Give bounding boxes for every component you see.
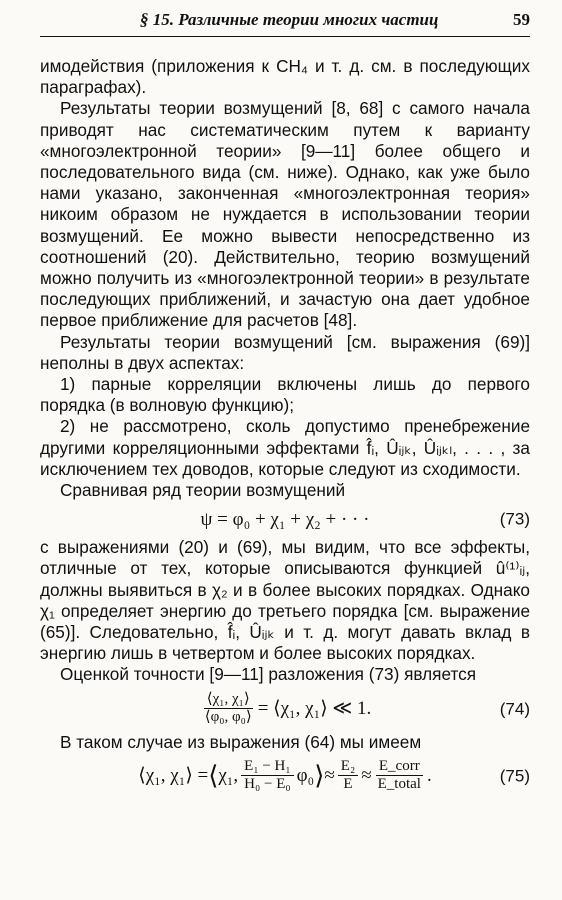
paragraph: Результаты теории возмущений [8, 68] с самого начала приводят нас систематическим путем к варианту «многоэлектронной теории» [9—11] более общего и последовательного вида (см. ниже). Однако, как уже было нами указано, законченная «многоэлектронная теория» никоим образом не нуждается в использовании теории возмущений. Ее можно вывести непосредственно из соотношений (20). Действительно, теорию возмущений можно получить из «многоэлектронной теории» в результате последующих приближений, и зачастую она дает удобное первое приближение для расчетов [48]. bbox=[40, 98, 530, 331]
running-header bbox=[40, 8, 530, 36]
paragraph: Сравнивая ряд теории возмущений bbox=[60, 480, 346, 501]
equation-end: . bbox=[426, 765, 432, 787]
paragraph: Результаты теории возмущений [см. выражения (69)] неполны в двух аспектах: bbox=[40, 331, 530, 373]
list-item: 1) парные корреляции включены лишь до первого порядка (в волновую функцию); bbox=[40, 374, 530, 416]
header-rule bbox=[40, 36, 530, 37]
fraction bbox=[202, 691, 255, 726]
approx-sign: ≈ bbox=[361, 765, 372, 787]
fraction bbox=[338, 758, 358, 793]
list-item: 2) не рассмотрено, сколь допустимо пренебрежение другими корреляционными эффектами f̂ᵢ, Ûᵢⱼₖ, Ûᵢⱼₖₗ, . . . , за исключением тех доводов, которые следуют из сходимости. bbox=[40, 416, 530, 479]
fraction bbox=[241, 758, 293, 793]
fraction-denominator: E bbox=[343, 776, 353, 793]
fraction-denominator: H₀ − E₀ bbox=[244, 776, 291, 793]
equation-number: (73) bbox=[499, 509, 530, 529]
fraction-denominator: ⟨φ₀, φ₀⟩ bbox=[204, 709, 252, 726]
equation-inner-right: φ₀ bbox=[296, 765, 315, 787]
paragraph: Оценкой точности [9—11] разложения (73) является bbox=[60, 664, 477, 685]
fraction-denominator: E_total bbox=[377, 776, 421, 793]
equation-expression: ψ = φ₀ + χ₁ + χ₂ + · · · bbox=[200, 508, 370, 530]
equation-number: (74) bbox=[499, 699, 530, 719]
right-angle-bracket: ⟩ bbox=[314, 761, 325, 791]
fraction-numerator: E₁ − H₁ bbox=[241, 758, 293, 776]
fraction bbox=[375, 758, 424, 793]
paragraph: имодействия (приложения к CH₄ и т. д. см. в последующих параграфах). bbox=[40, 56, 530, 98]
fraction-numerator: E₂ bbox=[338, 758, 358, 776]
equation-inner-left: χ₁, bbox=[218, 765, 239, 787]
approx-sign: ≈ bbox=[324, 765, 335, 787]
section-title: § 15. Различные теории многих частиц bbox=[140, 10, 439, 29]
paragraph: В таком случае из выражения (64) мы имеем bbox=[60, 731, 422, 752]
equation-rhs: = ⟨χ₁, χ₁⟩ ≪ 1. bbox=[257, 698, 372, 720]
equation-73 bbox=[40, 501, 530, 537]
fraction-numerator: ⟨χ₁, χ₁⟩ bbox=[204, 691, 253, 709]
text-body bbox=[40, 56, 530, 799]
fraction-numerator: E_corr bbox=[376, 758, 423, 776]
equation-number: (75) bbox=[499, 766, 530, 786]
page-number: 59 bbox=[513, 10, 530, 29]
equation-lhs: ⟨χ₁, χ₁⟩ = bbox=[138, 765, 209, 787]
paragraph: с выражениями (20) и (69), мы видим, что все эффекты, отличные от тех, которые описываются функцией û⁽¹⁾ᵢⱼ, должны выявиться в χ₂ и в более высоких порядках. Однако χ₁ определяет энергию до третьего порядка [см. выражение (65)]. Следовательно, f̂ᵢ, Ûᵢⱼₖ и т. д. могут давать вклад в энергию лишь в четвертом и более высоких порядках. bbox=[40, 537, 530, 664]
left-angle-bracket: ⟨ bbox=[208, 761, 219, 791]
equation-74 bbox=[40, 686, 530, 732]
equation-75 bbox=[40, 753, 530, 799]
